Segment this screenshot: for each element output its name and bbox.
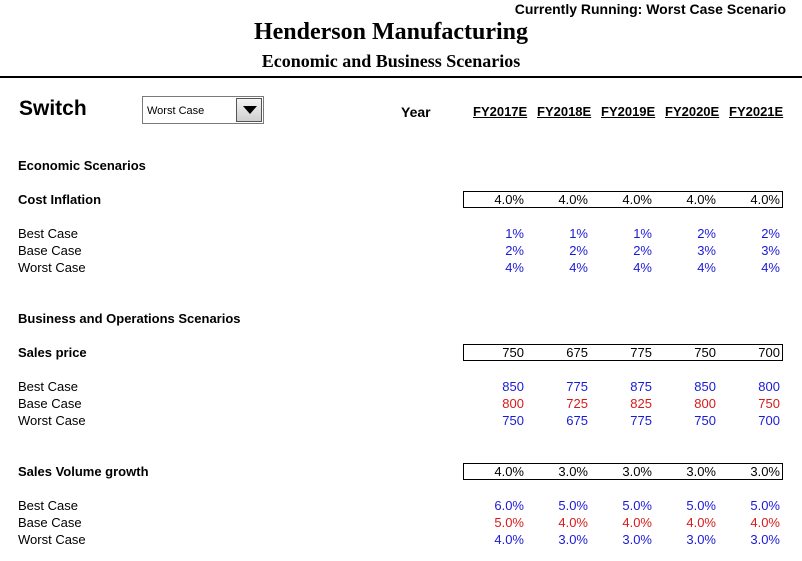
year-header: FY2019E [601,104,656,119]
scenario-value: 5.0% [750,498,780,513]
year-label: Year [401,104,431,120]
current-value-cell: 3.0% [622,464,652,479]
scenario-value: 3% [697,243,716,258]
scenario-label: Base Case [18,396,82,411]
scenario-value: 1% [505,226,524,241]
scenario-value: 6.0% [494,498,524,513]
scenario-value: 5.0% [494,515,524,530]
scenario-label: Worst Case [18,260,86,275]
current-value-cell: 675 [566,345,588,360]
scenario-value: 800 [758,379,780,394]
scenario-value: 5.0% [622,498,652,513]
year-header: FY2018E [537,104,592,119]
scenario-value: 4.0% [558,515,588,530]
current-value-cell: 4.0% [750,192,780,207]
page-subtitle: Economic and Business Scenarios [261,51,521,71]
scenario-label: Base Case [18,243,82,258]
scenario-value: 750 [502,413,524,428]
scenario-value: 4% [633,260,652,275]
switch-label: Switch [19,97,87,120]
current-value-cell: 4.0% [558,192,588,207]
scenario-value: 2% [633,243,652,258]
scenario-value: 4.0% [622,515,652,530]
scenario-value: 700 [758,413,780,428]
scenario-value: 3.0% [622,532,652,547]
scenario-value: 2% [761,226,780,241]
scenario-value: 4.0% [686,515,716,530]
scenario-value: 675 [566,413,588,428]
scenario-value: 2% [697,226,716,241]
current-value-cell: 3.0% [686,464,716,479]
current-value-cell: 4.0% [622,192,652,207]
current-value-cell: 4.0% [494,464,524,479]
scenario-value: 875 [630,379,652,394]
scenario-value: 5.0% [558,498,588,513]
scenario-value: 1% [569,226,588,241]
running-status: Currently Running: Worst Case Scenario [514,1,786,17]
scenario-value: 4.0% [494,532,524,547]
current-value-cell: 4.0% [494,192,524,207]
scenario-value: 725 [566,396,588,411]
scenario-label: Worst Case [18,532,86,547]
scenario-value: 4.0% [750,515,780,530]
current-value-cell: 3.0% [750,464,780,479]
current-value-cell: 700 [758,345,780,360]
scenario-label: Best Case [18,379,78,394]
scenario-label: Best Case [18,226,78,241]
scenario-value: 4% [761,260,780,275]
current-value-cell: 750 [502,345,524,360]
year-header: FY2020E [665,104,720,119]
section-heading: Business and Operations Scenarios [18,311,241,326]
header-divider [0,76,802,78]
scenario-value: 1% [633,226,652,241]
scenario-value: 4% [569,260,588,275]
scenario-value: 750 [694,413,716,428]
scenario-value: 3% [761,243,780,258]
scenario-dropdown[interactable] [142,96,264,124]
section-row-label: Sales Volume growth [18,464,149,479]
scenario-value: 775 [566,379,588,394]
dropdown-button[interactable] [236,98,262,122]
scenario-label: Worst Case [18,413,86,428]
scenario-value: 825 [630,396,652,411]
scenario-value: 750 [758,396,780,411]
scenario-label: Best Case [18,498,78,513]
scenario-value: 4% [505,260,524,275]
page-title: Henderson Manufacturing [253,19,528,45]
scenario-value: 2% [569,243,588,258]
scenario-value: 2% [505,243,524,258]
current-value-cell: 750 [694,345,716,360]
scenario-value: 800 [694,396,716,411]
scenario-value: 3.0% [558,532,588,547]
scenario-dropdown-value: Worst Case [147,105,205,117]
scenario-value: 3.0% [686,532,716,547]
section-row-label: Cost Inflation [18,192,102,207]
chevron-down-icon [243,106,257,114]
scenario-value: 800 [502,396,524,411]
scenario-value: 4% [697,260,716,275]
section-row-label: Sales price [18,345,87,360]
scenario-label: Base Case [18,515,82,530]
scenario-value: 850 [502,379,524,394]
year-header: FY2021E [729,104,784,119]
current-value-cell: 4.0% [686,192,716,207]
scenario-value: 775 [630,413,652,428]
current-value-cell: 775 [630,345,652,360]
scenario-value: 850 [694,379,716,394]
scenario-value: 5.0% [686,498,716,513]
year-header: FY2017E [473,104,528,119]
current-value-cell: 3.0% [558,464,588,479]
scenario-value: 3.0% [750,532,780,547]
section-heading: Economic Scenarios [18,158,146,173]
